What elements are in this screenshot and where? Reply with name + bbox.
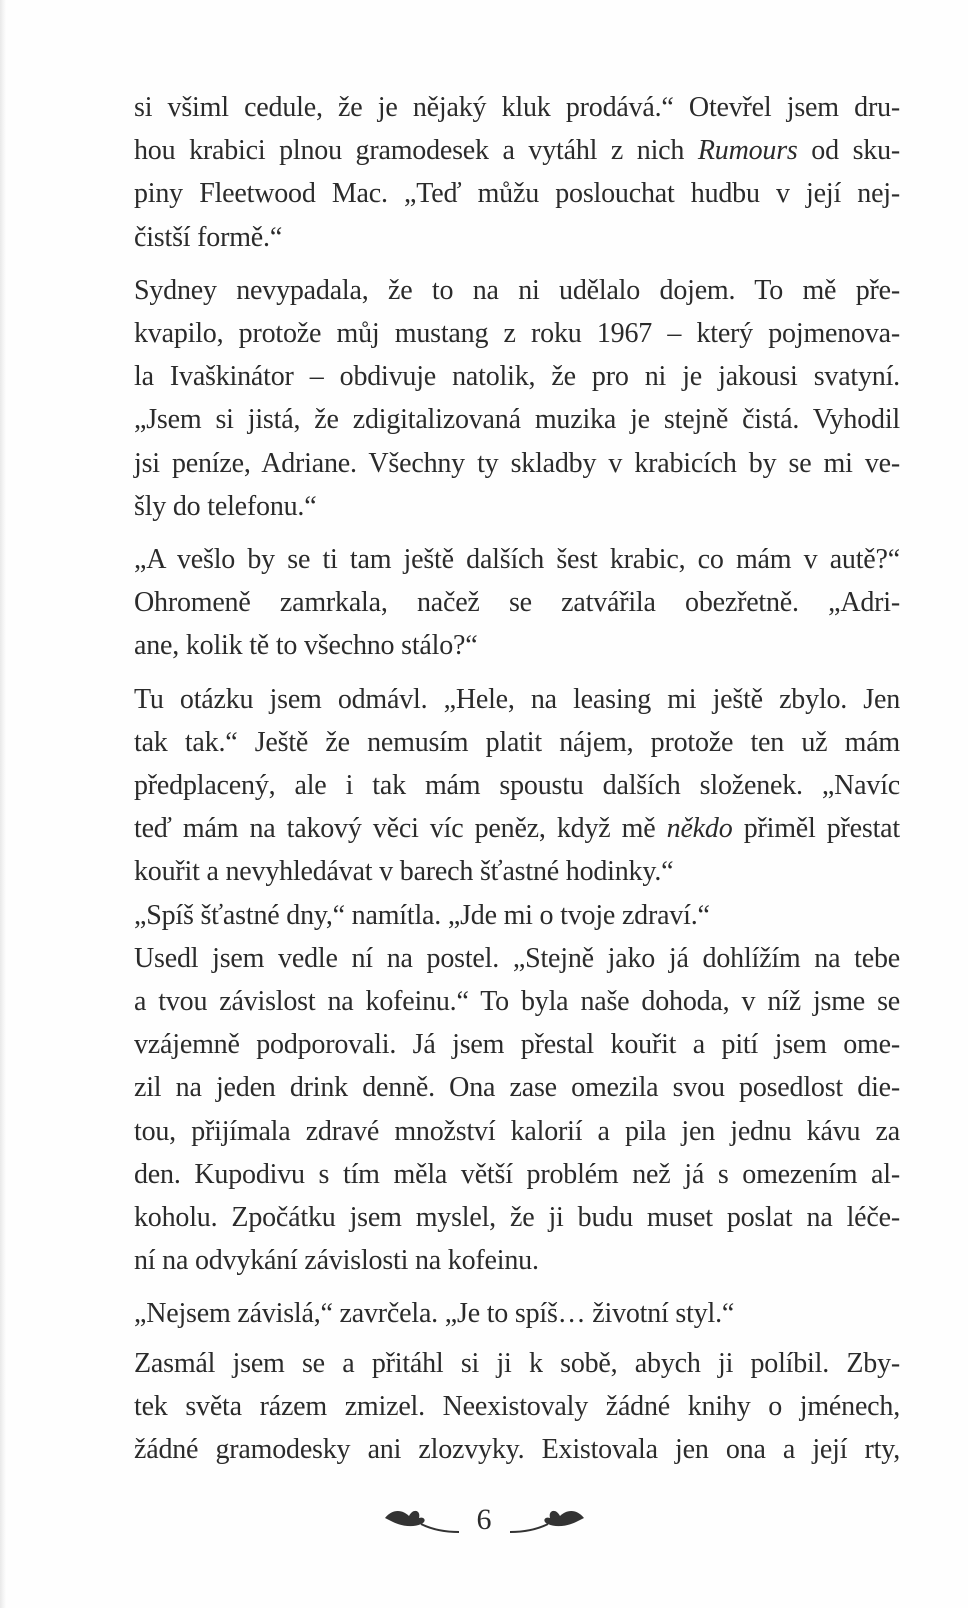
text-line <box>134 129 900 172</box>
scan-edge <box>0 0 6 1608</box>
left-ornament-icon <box>383 1500 463 1540</box>
text-line: „Jsem si jistá, že zdigitalizovaná muzika je stejně čistá. Vyhodil <box>134 404 900 436</box>
page-number: 6 <box>476 1503 492 1536</box>
text-line: piny Fleetwood Mac. „Teď můžu poslouchat hudbu v její nej- <box>134 178 900 210</box>
text-line: Tu otázku jsem odmávl. „Hele, na leasing mi ještě zbylo. Jen <box>134 683 900 715</box>
text-line: ane, kolik tě to všechno stálo?“ <box>134 630 478 662</box>
text-line: „A vešlo by se ti tam ještě dalších šest krabic, co mám v autě?“ <box>134 544 900 576</box>
text-segment: od sku- <box>797 135 900 167</box>
text-line: zil na jeden drink denně. Ona zase omezila svou posedlost die- <box>134 1072 900 1104</box>
text-line: kouřit a nevyhledávat v barech šťastné hodinky.“ <box>134 856 674 888</box>
text-line: si všiml cedule, že je nějaký kluk prodává.“ Otevřel jsem dru- <box>134 92 900 123</box>
text-line: „Nejsem závislá,“ zavrčela. „Je to spíš… životní styl.“ <box>134 1298 735 1330</box>
right-ornament-icon <box>506 1500 586 1540</box>
text-line: tek světa rázem zmizel. Neexistovaly žádné knihy o jménech, <box>134 1390 900 1422</box>
text-line: Sydney nevypadala, že to na ni udělalo dojem. To mě pře- <box>134 274 900 306</box>
text-line: Zasmál jsem se a přitáhl si ji k sobě, abych ji políbil. Zby- <box>134 1347 900 1379</box>
text-line: den. Kupodivu s tím měla větší problém než já s omezením al- <box>134 1158 900 1190</box>
text-line: la Ivaškinátor – obdivuje natolik, že pro ni je jakousi svatyní. <box>134 361 900 393</box>
body-text <box>134 86 900 1471</box>
text-line: čistší formě.“ <box>134 221 283 253</box>
text-line: ní na odvykání závislosti na kofeinu. <box>134 1245 539 1277</box>
text-line: koholu. Zpočátku jsem myslel, že ji budu muset poslat na léče- <box>134 1202 900 1234</box>
text-line <box>134 807 900 850</box>
text-line: šly do telefonu.“ <box>134 490 317 522</box>
text-line: předplacený, ale i tak mám spoustu dalších složenek. „Navíc <box>134 770 900 802</box>
text-line: „Spíš šťastné dny,“ namítla. „Jde mi o tvoje zdraví.“ <box>134 899 710 931</box>
text-line: tak tak.“ Ještě že nemusím platit nájem, protože ten už mám <box>134 726 900 758</box>
text-segment: přiměl přestat <box>732 813 900 845</box>
emphasis-word: někdo <box>666 813 733 845</box>
text-segment: hou krabici plnou gramodesek a vytáhl z nich <box>134 135 698 167</box>
text-line: žádné gramodesky ani zlozvyky. Existovala jen ona a její rty, <box>134 1434 900 1466</box>
text-line: Ohromeně zamrkala, načež se zatvářila obezřetně. „Adri- <box>134 587 900 619</box>
text-segment: teď mám na takový věci víc peněz, když mě <box>134 813 667 845</box>
text-line: kvapilo, protože můj mustang z roku 1967 – který pojmenova- <box>134 318 900 350</box>
text-line: jsi peníze, Adriane. Všechny ty skladby v krabicích by se mi ve- <box>134 447 900 479</box>
album-title: Rumours <box>697 135 798 167</box>
text-line: tou, přijímala zdravé množství kalorií a pila jen jednu kávu za <box>134 1115 900 1147</box>
text-line: Usedl jsem vedle ní na postel. „Stejně jako já dohlížím na tebe <box>134 942 900 974</box>
text-line: vzájemně podporovali. Já jsem přestal kouřit a pití jsem ome- <box>134 1029 900 1061</box>
text-line: a tvou závislost na kofeinu.“ To byla naše dohoda, v níž jsme se <box>134 986 900 1018</box>
page-footer <box>0 1490 968 1550</box>
